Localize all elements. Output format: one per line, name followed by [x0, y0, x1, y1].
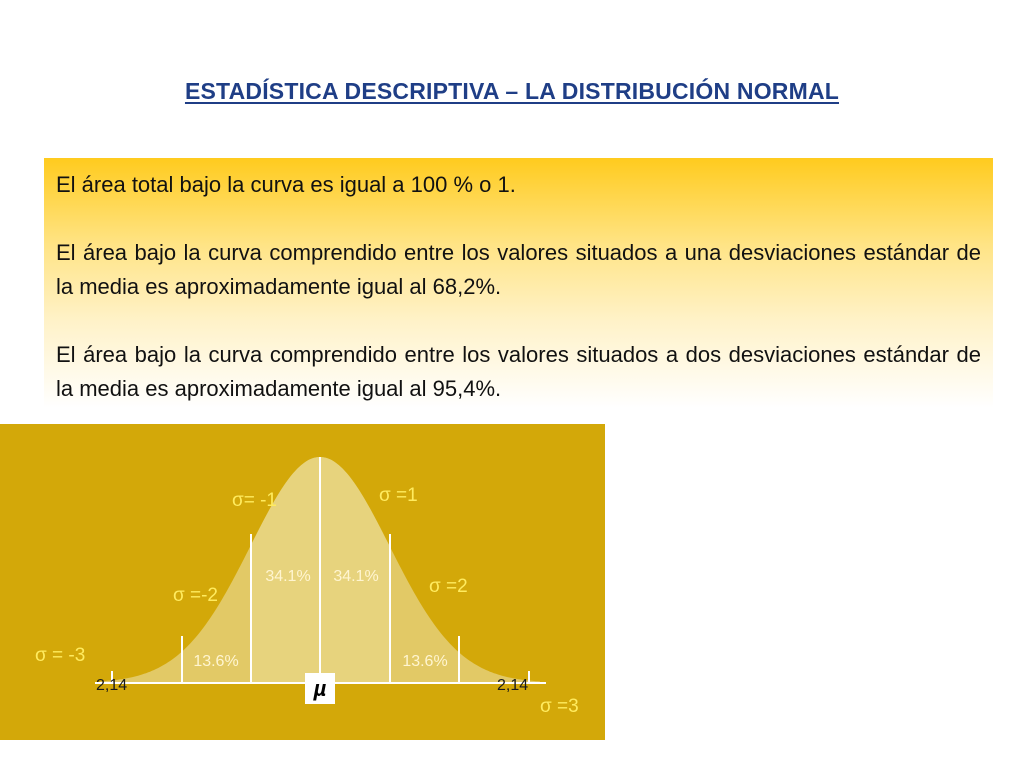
- paragraph-total-area: El área total bajo la curva es igual a 100 % o 1.: [56, 172, 516, 197]
- sigma-label-minus2: σ =-2: [173, 585, 218, 606]
- slide-title: ESTADÍSTICA DESCRIPTIVA – LA DISTRIBUCIÓN NORMAL: [184, 78, 840, 104]
- percent-label-right-outer: 13.6%: [402, 653, 448, 670]
- paragraph-one-sigma: El área bajo la curva comprendido entre los valores situados a una desviaciones estándar de la media es aproximadamente igual al 68,2%.: [56, 240, 981, 299]
- sigma-label-minus3: σ = -3: [35, 645, 86, 666]
- paragraph-two-sigma: El área bajo la curva comprendido entre los valores situados a dos desviaciones estándar de la media es aproximadamente igual al 95,4%.: [56, 342, 981, 401]
- percent-label-left-inner: 34.1%: [265, 568, 311, 585]
- text-box: [44, 158, 993, 408]
- tail-label-right: 2,14: [497, 677, 529, 694]
- sigma-label-minus1: σ= -1: [232, 490, 277, 511]
- sigma-label-plus3: σ =3: [540, 696, 579, 717]
- tail-label-left: 2,14: [96, 677, 128, 694]
- sigma-label-plus2: σ =2: [429, 576, 468, 597]
- percent-label-left-outer: 13.6%: [193, 653, 239, 670]
- normal-distribution-diagram: [0, 424, 605, 740]
- percent-label-right-inner: 34.1%: [333, 568, 379, 585]
- mean-symbol: µ: [313, 676, 327, 701]
- sigma-label-plus1: σ =1: [379, 485, 418, 506]
- normal-curve-svg: [0, 424, 605, 740]
